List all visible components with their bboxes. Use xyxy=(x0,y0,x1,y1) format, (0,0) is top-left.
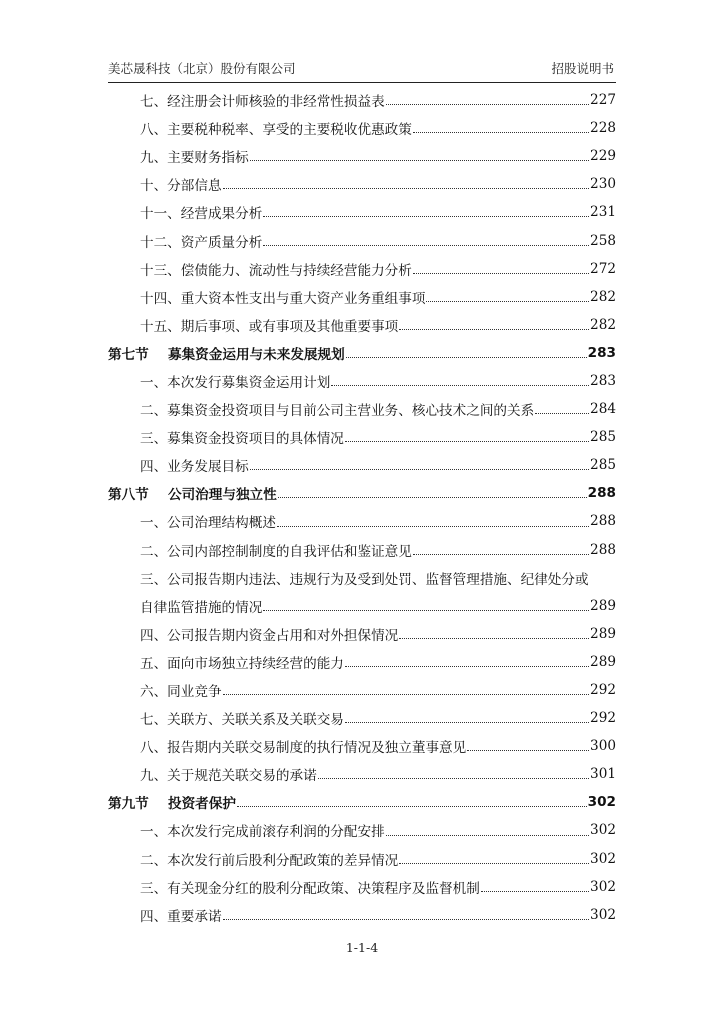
toc-leader-dots xyxy=(277,525,589,527)
toc-leader-dots xyxy=(250,468,589,470)
toc-entry[interactable] xyxy=(108,704,616,732)
toc-section-title: 投资者保护 xyxy=(168,796,236,813)
toc-entry[interactable] xyxy=(108,507,616,535)
toc-entry-label: 二、公司内部控制制度的自我评估和鉴证意见 xyxy=(140,543,412,560)
toc-entry-wrapped-line[interactable] xyxy=(108,564,616,592)
toc-leader-dots xyxy=(345,665,589,667)
toc-page-number: 302 xyxy=(587,794,616,811)
toc-page-number: 302 xyxy=(590,822,616,839)
toc-page-number: 230 xyxy=(590,176,616,193)
toc-leader-dots xyxy=(223,693,589,695)
toc-entry[interactable] xyxy=(108,114,616,142)
toc-leader-dots xyxy=(467,749,589,751)
toc-page-number: 258 xyxy=(590,232,616,249)
table-of-contents xyxy=(108,86,616,929)
toc-entry[interactable] xyxy=(108,86,616,114)
toc-leader-dots xyxy=(399,862,589,864)
toc-entry[interactable] xyxy=(108,620,616,648)
toc-entry[interactable] xyxy=(108,170,616,198)
toc-entry-label: 十二、资产质量分析 xyxy=(140,234,263,251)
toc-entry-label: 五、面向市场独立持续经营的能力 xyxy=(140,655,344,672)
toc-entry-label: 九、主要财务指标 xyxy=(140,150,249,167)
toc-entry-label: 四、业务发展目标 xyxy=(140,459,249,476)
toc-leader-dots xyxy=(263,215,589,217)
toc-entry[interactable] xyxy=(108,367,616,395)
toc-entry-label: 十一、经营成果分析 xyxy=(140,206,263,223)
toc-page-number: 228 xyxy=(590,120,616,137)
toc-page-number: 284 xyxy=(590,401,616,418)
toc-section-number: 第八节 xyxy=(108,487,149,504)
toc-entry[interactable] xyxy=(108,592,616,620)
toc-entry-label: 一、本次发行完成前滚存利润的分配安排 xyxy=(140,824,385,841)
toc-section-title: 募集资金运用与未来发展规划 xyxy=(168,346,345,363)
toc-leader-dots xyxy=(413,131,589,133)
toc-page-number: 282 xyxy=(590,316,616,333)
toc-leader-dots xyxy=(399,328,589,330)
toc-section-entry[interactable] xyxy=(108,788,616,816)
toc-entry-label: 三、有关现金分红的股利分配政策、决策程序及监督机制 xyxy=(140,880,480,897)
toc-entry-label: 自律监管措施的情况 xyxy=(140,599,263,616)
toc-leader-dots xyxy=(481,890,589,892)
toc-entry-label: 十三、偿债能力、流动性与持续经营能力分析 xyxy=(140,262,412,279)
toc-entry-label: 八、主要税种税率、享受的主要税收优惠政策 xyxy=(140,122,412,139)
header-document-title: 招股说明书 xyxy=(551,61,614,76)
toc-entry-label xyxy=(108,483,277,503)
toc-section-entry[interactable] xyxy=(108,339,616,367)
toc-leader-dots xyxy=(318,777,589,779)
toc-entry-label: 七、关联方、关联关系及关联交易 xyxy=(140,712,344,729)
toc-page-number: 227 xyxy=(590,92,616,109)
toc-entry[interactable] xyxy=(108,536,616,564)
toc-section-number: 第七节 xyxy=(108,346,149,363)
toc-leader-dots xyxy=(237,805,587,807)
toc-page-number: 289 xyxy=(590,625,616,642)
toc-entry-label: 二、募集资金投资项目与目前公司主营业务、核心技术之间的关系 xyxy=(140,403,535,420)
toc-page-number: 285 xyxy=(590,429,616,446)
toc-entry[interactable] xyxy=(108,423,616,451)
toc-entry[interactable] xyxy=(108,451,616,479)
toc-entry-label xyxy=(108,792,236,812)
toc-page-number: 301 xyxy=(590,766,616,783)
toc-leader-dots xyxy=(250,159,589,161)
toc-leader-dots xyxy=(331,384,589,386)
header-company-name: 美芯晟科技（北京）股份有限公司 xyxy=(108,61,296,76)
toc-entry-label xyxy=(108,343,345,363)
toc-page-number: 282 xyxy=(590,288,616,305)
toc-page-number: 288 xyxy=(587,485,616,502)
toc-entry-label: 一、公司治理结构概述 xyxy=(140,515,276,532)
toc-entry[interactable] xyxy=(108,845,616,873)
toc-page-number: 229 xyxy=(590,148,616,165)
toc-leader-dots xyxy=(413,272,589,274)
page-header xyxy=(108,60,616,83)
toc-entry-label: 九、关于规范关联交易的承诺 xyxy=(140,768,317,785)
toc-page-number: 292 xyxy=(590,710,616,727)
toc-entry-label: 四、重要承诺 xyxy=(140,908,222,925)
toc-entry[interactable] xyxy=(108,676,616,704)
toc-page-number: 288 xyxy=(590,541,616,558)
toc-entry[interactable] xyxy=(108,760,616,788)
toc-entry[interactable] xyxy=(108,226,616,254)
toc-page-number: 289 xyxy=(590,653,616,670)
toc-leader-dots xyxy=(535,412,589,414)
toc-entry[interactable] xyxy=(108,283,616,311)
toc-entry[interactable] xyxy=(108,901,616,929)
toc-entry[interactable] xyxy=(108,648,616,676)
toc-page-number: 300 xyxy=(590,738,616,755)
toc-page-number: 283 xyxy=(590,372,616,389)
toc-entry[interactable] xyxy=(108,732,616,760)
toc-leader-dots xyxy=(426,300,589,302)
toc-entry[interactable] xyxy=(108,816,616,844)
toc-page-number: 302 xyxy=(590,878,616,895)
toc-page-number: 231 xyxy=(590,204,616,221)
toc-leader-dots xyxy=(346,356,587,358)
toc-leader-dots xyxy=(263,244,589,246)
toc-page-number: 292 xyxy=(590,682,616,699)
toc-page-number: 288 xyxy=(590,513,616,530)
toc-entry[interactable] xyxy=(108,395,616,423)
toc-entry-label: 八、报告期内关联交易制度的执行情况及独立董事意见 xyxy=(140,740,467,757)
toc-leader-dots xyxy=(345,440,589,442)
toc-entry[interactable] xyxy=(108,198,616,226)
toc-page-number: 285 xyxy=(590,457,616,474)
toc-entry-label: 十、分部信息 xyxy=(140,178,222,195)
toc-page-number: 302 xyxy=(590,906,616,923)
toc-leader-dots xyxy=(263,609,589,611)
toc-leader-dots xyxy=(345,721,589,723)
toc-page-number: 289 xyxy=(590,597,616,614)
toc-leader-dots xyxy=(386,103,589,105)
toc-entry-label: 六、同业竞争 xyxy=(140,684,222,701)
toc-page-number: 272 xyxy=(590,260,616,277)
toc-leader-dots xyxy=(278,496,587,498)
toc-entry-label: 一、本次发行募集资金运用计划 xyxy=(140,374,331,391)
toc-entry-label: 二、本次发行前后股利分配政策的差异情况 xyxy=(140,852,399,869)
toc-entry-label: 七、经注册会计师核验的非经常性损益表 xyxy=(140,94,385,111)
toc-entry-label: 十五、期后事项、或有事项及其他重要事项 xyxy=(140,318,399,335)
toc-entry[interactable] xyxy=(108,873,616,901)
toc-page-number: 302 xyxy=(590,850,616,867)
toc-section-entry[interactable] xyxy=(108,479,616,507)
toc-section-title: 公司治理与独立性 xyxy=(168,487,277,504)
toc-entry[interactable] xyxy=(108,142,616,170)
toc-leader-dots xyxy=(223,187,589,189)
toc-entry-label: 三、公司报告期内违法、违规行为及受到处罚、监督管理措施、纪律处分或 xyxy=(140,571,589,588)
toc-leader-dots xyxy=(386,834,589,836)
toc-entry-label: 十四、重大资本性支出与重大资产业务重组事项 xyxy=(140,290,426,307)
toc-leader-dots xyxy=(399,637,589,639)
toc-entry-label: 三、募集资金投资项目的具体情况 xyxy=(140,431,344,448)
toc-section-number: 第九节 xyxy=(108,796,149,813)
toc-entry[interactable] xyxy=(108,255,616,283)
toc-leader-dots xyxy=(223,918,589,920)
toc-entry[interactable] xyxy=(108,311,616,339)
toc-leader-dots xyxy=(413,553,589,555)
toc-entry-label: 四、公司报告期内资金占用和对外担保情况 xyxy=(140,627,399,644)
page-number: 1-1-4 xyxy=(345,940,379,955)
toc-page-number: 283 xyxy=(587,344,616,361)
